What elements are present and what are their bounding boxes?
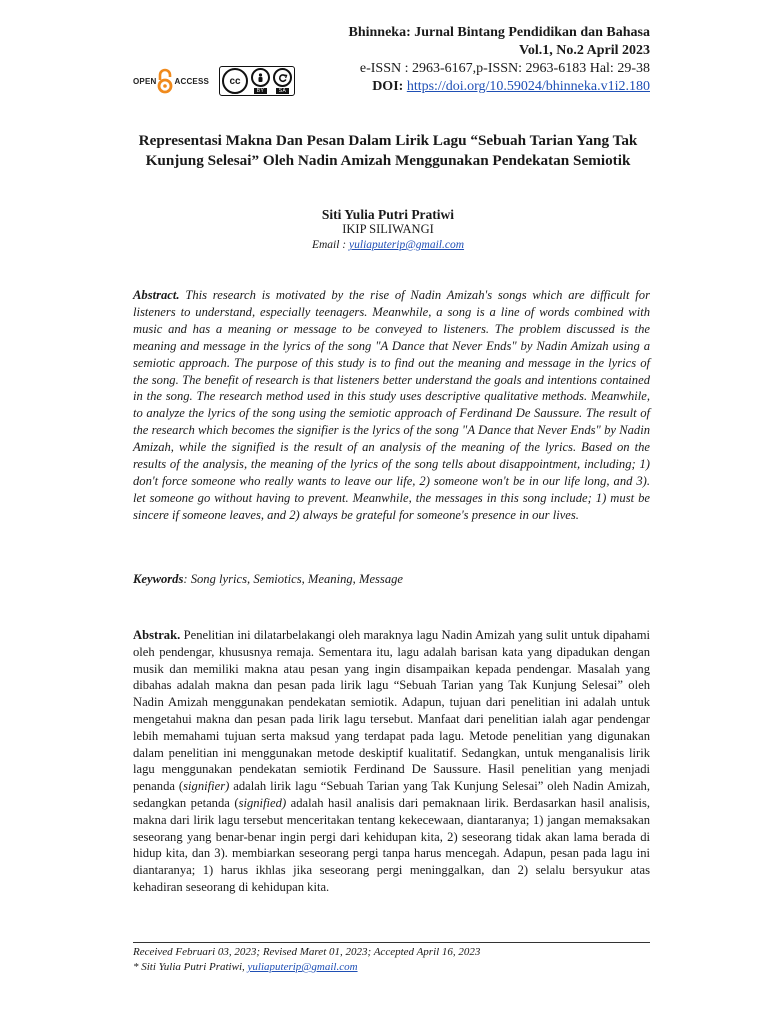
keywords-label: Keywords	[133, 572, 184, 586]
term-signifier: signifier)	[183, 779, 230, 794]
open-access-right-text: ACCESS	[174, 76, 210, 86]
abstract-indonesian	[133, 627, 650, 896]
footer-divider	[133, 942, 650, 943]
email-link[interactable]: yuliaputerip@gmail.com	[349, 239, 465, 251]
journal-issn: e-ISSN : 2963-6167,p-ISSN: 2963-6183 Hal: 29-38	[359, 61, 650, 76]
open-access-left-text: OPEN	[133, 76, 157, 86]
abstract-text: This research is motivated by the rise of Nadin Amizah's songs which are difficult for listeners to understand, especially teenagers. Meanwhile, a song is a line of words combined with music and has a meaning or message to be conveyed to listeners. The problem discussed is the meaning and message in the lyrics of the song "A Dance that Never Ends" by Nadin Amizah using a semiotic approach. The purpose of this study is to find out the meaning and message in the lyrics of the song. The benefit of research is that listeners better understand the goals and intentions contained in the song. The research method used in this study uses descriptive qualitative methods. Meanwhile, to analyze the lyrics of the song using the semiotic approach of Ferdinand De Saussure. The result of the research which becomes the signifier is the lyrics of the song "A Dance that Never Ends" by Nadin Amizah, while the signified is the result of an analysis of the meaning of the lyrics. Based on the results of the analysis, the meaning of the lyrics of the song tells about disappointment, including; 1) don't force someone who really wants to leave our life, 2) someone won't be in our life long, and 3). let someone go without having to prevent. Meanwhile, the messages in this song include; 1) must be sincere if someone leaves, and 2) always be grateful for someone's presence in our lives.	[133, 288, 650, 522]
cc-sa-label: SA	[276, 88, 290, 94]
footer-dates: Received Februari 03, 2023; Revised Maret 01, 2023; Accepted April 16, 2023	[133, 946, 481, 958]
abstract-english	[133, 287, 650, 524]
journal-name: Bhinneka: Jurnal Bintang Pendidikan dan Bahasa	[348, 25, 650, 40]
creative-commons-badge	[219, 66, 295, 96]
open-access-logo	[133, 68, 209, 94]
abstrak-label: Abstrak.	[133, 628, 181, 642]
keywords-text: : Song lyrics, Semiotics, Meaning, Message	[183, 572, 404, 586]
term-signified: signified)	[238, 795, 287, 810]
footer-author: * Siti Yulia Putri Pratiwi,	[133, 961, 245, 973]
abstrak-text-3: adalah hasil analisis dari pemaknaan lirik. Berdasarkan hasil analisis, makna dari lirik lagu tersebut menceritakan tentang kekecewaan, diantaranya; 1) jangan memaksakan seseorang yang benar-benar ingin pergi dari kehidupan kita, 2) seseorang tidak akan lama berada di hidup kita, dan 3). membiarkan seseorang pergi tanpa harus mencegah. Adapun, pesan pada lagu ini diantaranya; 1) harus ikhlas jika seseorang pergi meninggalkan, dan 2) selalu bersyukur atas kehadiran seseorang di kehidupan kita.	[133, 795, 650, 894]
abstract-label: Abstract.	[133, 288, 180, 302]
journal-doi	[348, 78, 650, 96]
email-label: Email :	[311, 239, 347, 251]
journal-header	[348, 24, 650, 96]
author-email	[128, 238, 648, 253]
author-name: Siti Yulia Putri Pratiwi	[321, 207, 455, 222]
author-affiliation: IKIP SILIWANGI	[342, 222, 434, 236]
doi-label: DOI:	[372, 79, 404, 94]
footer-corresponding	[133, 960, 673, 975]
license-logos	[133, 66, 295, 96]
abstrak-text-1: Penelitian ini dilatarbelakangi oleh maraknya lagu Nadin Amizah yang sulit untuk dipahami oleh pendengar, khususnya remaja. Sementara itu, lagu adalah barisan kata yang dipadukan dengan musik dan memiliki makna atau pesan yang ingin disampaikan kepada pendengar. Masalah yang dibahas adalah makna dan pesan pada lirik lagu “Sebuah Tarian yang Tak Kunjung Selesai” oleh Nadin Amizah menggunakan pendekatan semiotik. Adapun, tujuan dari penelitian ini adalah untuk mengetahui makna dan pesan pada lirik lagu tersebut. Manfaat dari penelitian ialah agar pendengar lebih memahami tujuan serta maksud yang terdapat pada lagu. Metode penelitian yang digunakan dalam penelitian ini menggunakan metode deskiptif kualitatif. Sedangkan, untuk menganalisis lirik lagu menggunakan pendekatan semiotik Ferdinand De Saussure. Hasil penelitian yang menjadi penanda (	[133, 628, 650, 794]
footer	[133, 945, 673, 975]
cc-by-label: BY	[254, 88, 268, 94]
keywords	[133, 571, 650, 588]
article-title: Representasi Makna Dan Pesan Dalam Lirik Lagu “Sebuah Tarian Yang Tak Kunjung Selesai” Oleh Nadin Amizah Menggunakan Pendekatan Semiotik	[138, 132, 638, 169]
open-lock-icon	[157, 68, 173, 94]
cc-sa-icon	[273, 68, 292, 94]
abstrak-text-2: adalah lirik lagu “Sebuah Tarian yang Tak Kunjung Selesai” oleh Nadin Amizah, sedangkan petanda (	[133, 779, 650, 810]
cc-by-icon	[251, 68, 270, 94]
footer-email-link[interactable]: yuliaputerip@gmail.com	[247, 961, 358, 973]
journal-volume: Vol.1, No.2 April 2023	[519, 43, 650, 58]
doi-link[interactable]: https://doi.org/10.59024/bhinneka.v1i2.180	[406, 79, 650, 94]
cc-icon: cc	[222, 68, 248, 94]
